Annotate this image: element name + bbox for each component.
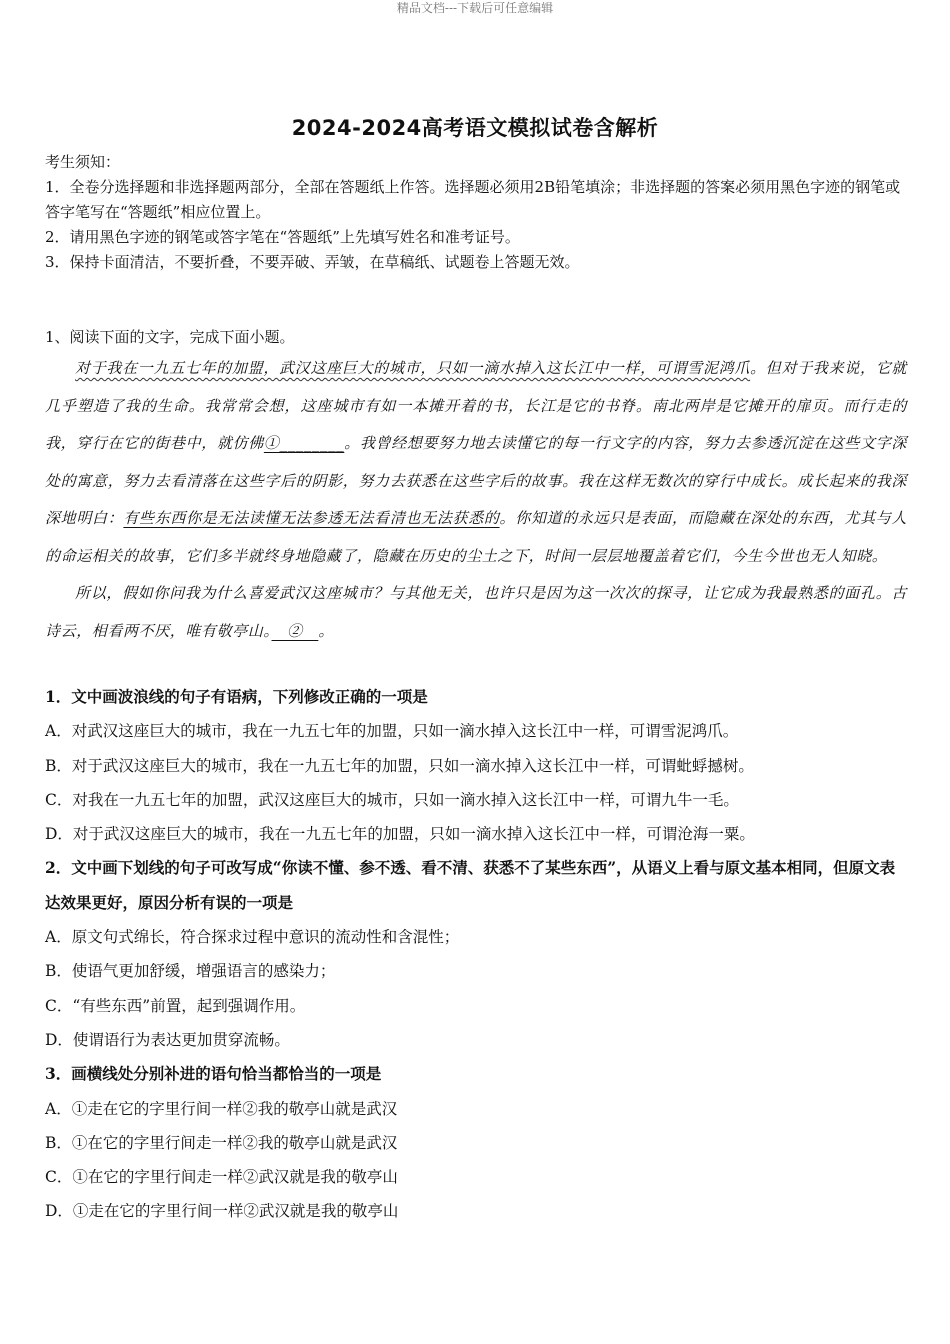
question-stem: 1．文中画波浪线的句子有语病，下列修改正确的一项是 [45,687,428,706]
answer-option: A．①走在它的字里行间一样②我的敬亭山就是武汉 [45,1099,398,1118]
answer-option: A．对武汉这座巨大的城市，我在一九五七年的加盟，只如一滴水掉入这长江中一样，可谓雪泥鸿爪。 [45,722,739,741]
answer-option: C．“有些东西”前置，起到强调作用。 [45,996,306,1015]
passage-text: 。你知道的永远只是表面，而隐藏在深处的东西，尤其与人的命运相关的故事，它们多半就终身地隐藏了，隐藏在历史的尘土之下，时间一层层地覆盖着它们，今生今世也无人知晓。 [45,509,907,565]
answer-option: D．使谓语行为表达更加贯穿流畅。 [45,1030,290,1049]
reading-passage [45,350,907,650]
fill-blank-2: ② [271,621,319,640]
question-list [45,680,907,1229]
passage-text: 。 [318,621,334,640]
answer-option: C．对我在一九五七年的加盟，武汉这座巨大的城市，只如一滴水掉入这长江中一样，可谓九牛一毛。 [45,790,739,809]
question-stem: 2．文中画下划线的句子可改写成“你读不懂、参不透、看不清、获悉不了某些东西”，从语义上看与原文基本相同，但原文表达效果更好，原因分析有误的一项是 [45,858,896,912]
passage-text: 。但对于我来说，它就几乎塑造了我的生命。我常常会想，这座城市有如一本摊开着的书，长江是它的书脊。南北两岸是它摊开的扉页。而行走的我，穿行在它的街巷中，就仿佛 [45,359,907,452]
notice-heading: 考生须知： [45,153,121,171]
answer-option: A．原文句式绵长，符合探求过程中意识的流动性和含混性； [45,928,460,947]
fill-blank-1: ①________ [263,434,345,452]
page-title: 2024-2024高考语文模拟试卷含解析 [291,116,659,140]
underlined-sentence: 有些东西你是无法读懂无法参透无法看清也无法获悉的 [123,509,500,527]
question-stem: 3．画横线处分别补进的语句恰当都恰当的一项是 [45,1064,382,1084]
notice-block [45,150,907,275]
notice-item: 1．全卷分选择题和非选择题两部分，全部在答题纸上作答。选择题必须用2B铅笔填涂；非选择题的答案必须用黑色字迹的钢笔或答字笔写在“答题纸”相应位置上。 [45,178,901,221]
answer-option: B．使语气更加舒缓，增强语言的感染力； [45,962,336,981]
section-header: 1、阅读下面的文字，完成下面小题。 [45,328,295,346]
answer-option: C．①在它的字里行间走一样②武汉就是我的敬亭山 [45,1168,398,1187]
passage-paragraph [45,575,907,650]
notice-item: 3．保持卡面清洁，不要折叠，不要弄破、弄皱，在草稿纸、试题卷上答题无效。 [45,253,580,271]
answer-option: B．对于武汉这座巨大的城市，我在一九五七年的加盟，只如一滴水掉入这长江中一样，可谓蚍蜉撼树。 [45,756,754,775]
answer-option: B．①在它的字里行间走一样②我的敬亭山就是武汉 [45,1133,398,1152]
notice-item: 2．请用黑色字迹的钢笔或答字笔在“答题纸”上先填写姓名和准考证号。 [45,228,520,246]
answer-option: D．①走在它的字里行间一样②武汉就是我的敬亭山 [45,1202,399,1221]
passage-paragraph [45,350,907,575]
wavy-underlined-sentence: 对于我在一九五七年的加盟，武汉这座巨大的城市，只如一滴水掉入这长江中一样，可谓雪泥鸿爪 [75,359,751,377]
passage-text: 。我曾经想要努力地去读懂它的每一行文字的内容，努力去参透沉淀在这些文字深处的寓意，努力去看清落在这些字后的阴影，努力去获悉在这些字后的故事。我在这样无数次的穿行中成长。成长起来的我深深地明白： [45,434,907,527]
watermark-header: 精品文档---下载后可任意编辑 [396,1,554,15]
passage-text: 所以，假如你问我为什么喜爱武汉这座城市？与其他无关，也许只是因为这一次次的探寻，让它成为我最熟悉的面孔。古诗云，相看两不厌，唯有敬亭山。 [45,584,907,640]
answer-option: D．对于武汉这座巨大的城市，我在一九五七年的加盟，只如一滴水掉入这长江中一样，可谓沧海一粟。 [45,825,755,844]
